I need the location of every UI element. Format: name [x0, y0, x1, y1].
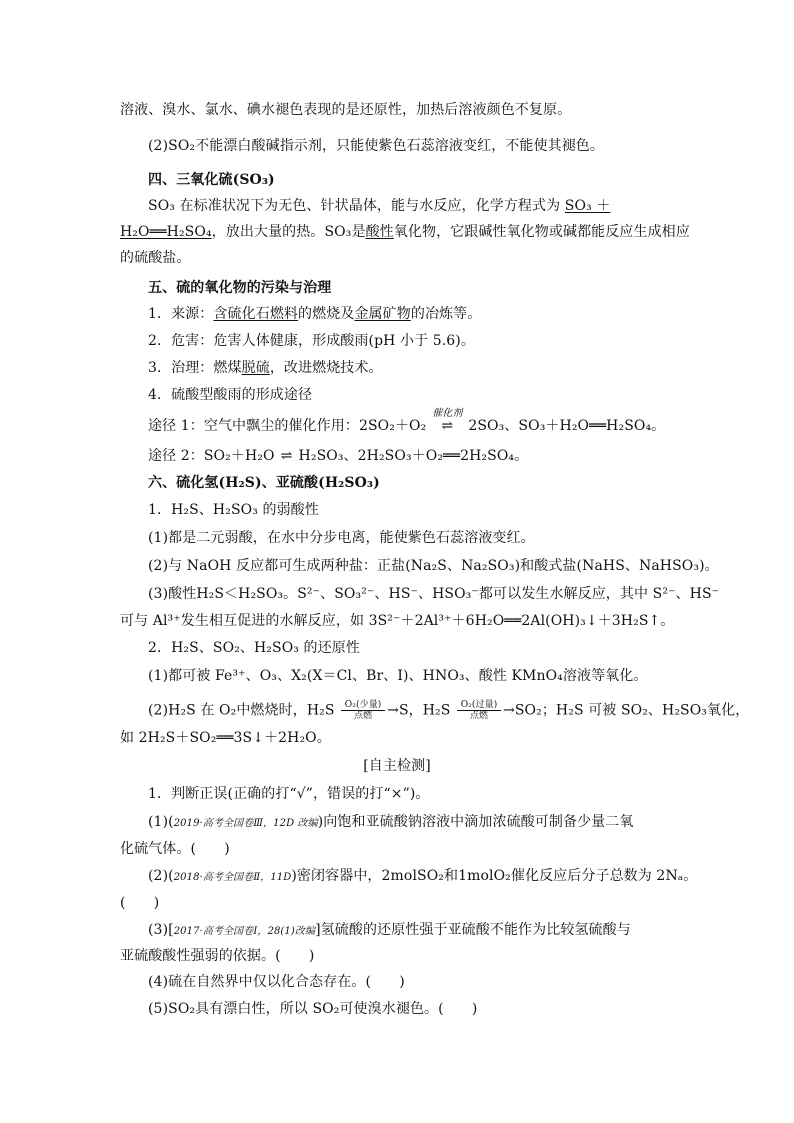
text-line-harm: 2．危害：危害人体健康，形成酸雨(pH 小于 5.6)。	[148, 333, 475, 349]
text-line-acid3b: 可与 Al³⁺发生相互促进的水解反应，如 3S²⁻＋2Al³⁺＋6H₂O══2Al(OH)₃↓＋3H₂S↑。	[120, 613, 675, 629]
text-line-2: (2)SO₂不能漂白酸碱指示剂，只能使紫色石蕊溶液变红，不能使其褪色。	[148, 138, 605, 154]
question-item-2b: ( )	[120, 895, 160, 911]
text-line-route2: 途径 2：SO₂＋H₂O ⇌ H₂SO₃、2H₂SO₃＋O₂══2H₂SO₄。	[148, 448, 529, 464]
question-item-4: (4)硫在自然界中仅以化合态存在。( )	[148, 974, 405, 990]
text-line-acid3: (3)酸性H₂S＜H₂SO₃。S²⁻、SO₃²⁻、HS⁻、HSO₃⁻都可以发生水解反应，其中 S²⁻、HS⁻	[148, 586, 720, 602]
source-note: 2018·高考全国卷Ⅱ，11D	[173, 872, 292, 883]
text-line-reducing: 2．H₂S、SO₂、H₂SO₃ 的还原性	[148, 640, 360, 656]
text-line-so3c: 的硫酸盐。	[120, 250, 191, 266]
condition-arrow: O₂(少量) 点燃	[339, 700, 387, 721]
answer-blank: 脱硫	[241, 360, 270, 376]
question-item-3b: 亚硫酸酸性强弱的依据。( )	[120, 948, 315, 964]
source-note: 2019·高考全国卷Ⅲ，12D 改编	[173, 818, 318, 829]
condition-arrow: O₂(过量) 点燃	[455, 700, 503, 721]
answer-blank: H₂O══H₂SO₄	[120, 224, 212, 240]
self-check-heading: [自主检测]	[363, 758, 431, 774]
text-line-route: 4．硫酸型酸雨的形成途径	[148, 387, 313, 403]
question-item-2: (2)(2018·高考全国卷Ⅱ，11D)密闭容器中，2molSO₂和1molO₂催化反应后分子总数为 2Nₐ。	[148, 868, 698, 884]
section-heading-5: 五、硫的氧化物的污染与治理	[148, 280, 332, 296]
answer-blank: SO₃ ＋	[564, 198, 611, 214]
section-heading-4: 四、三氧化硫(SO₃)	[148, 172, 275, 188]
answer-blank: 金属矿物	[354, 306, 411, 322]
question-item-1: (1)(2019·高考全国卷Ⅲ，12D 改编)向饱和亚硫酸钠溶液中滴加浓硫酸可制备少量二氧	[148, 814, 634, 830]
text-line-red1: (1)都可被 Fe³⁺、O₃、X₂(X＝Cl、Br、I)、HNO₃、酸性 KMnO₄溶液等氧化。	[148, 668, 648, 684]
text-line-acid2: (2)与 NaOH 反应都可生成两种盐：正盐(Na₂S、Na₂SO₃)和酸式盐(NaHS、NaHSO₃)。	[148, 558, 719, 574]
text-line-so3: SO₃ 在标准状况下为无色、针状晶体，能与水反应，化学方程式为 SO₃ ＋	[148, 198, 611, 214]
question-item-1b: 化硫气体。( )	[120, 841, 230, 857]
question-1-title: 1．判断正误(正确的打“√”，错误的打“×”)。	[148, 786, 430, 802]
equilibrium-arrow: ⇌	[280, 448, 293, 464]
text-line-route1: 途径 1：空气中飘尘的催化作用：2SO₂＋O₂ 催化剂 ⇌ 2SO₃、SO₃＋H₂O══H₂SO₄。	[148, 408, 666, 434]
text-line-so3b: H₂O══H₂SO₄，放出大量的热。SO₃是酸性氧化物，它跟碱性氧化物或碱都能反应生成相应	[120, 224, 690, 240]
text-line-weakacid: 1．H₂S、H₂SO₃ 的弱酸性	[148, 502, 319, 518]
text-line-acid1: (1)都是二元弱酸，在水中分步电离，能使紫色石蕊溶液变红。	[148, 530, 535, 546]
text-line-1: 溶液、溴水、氯水、碘水褪色表现的是还原性，加热后溶液颜色不复原。	[120, 102, 572, 118]
text-line-source: 1．来源：含硫化石燃料的燃烧及金属矿物的冶炼等。	[148, 306, 482, 322]
answer-blank: 含硫化石燃料	[213, 306, 299, 322]
text-line-red2: (2)H₂S 在 O₂中燃烧时，H₂S O₂(少量) 点燃 →S，H₂S O₂(过量) 点燃 →SO₂；H₂S 可被 SO₂、H₂SO₃氧化，	[148, 700, 750, 721]
text-line-red2b: 如 2H₂S＋SO₂══3S↓＋2H₂O。	[120, 730, 331, 746]
source-note: 2017·高考全国卷Ⅰ，28(1)改编	[173, 926, 316, 937]
answer-blank: 酸性	[365, 224, 394, 240]
catalyst-arrow: 催化剂 ⇌	[432, 408, 463, 434]
section-heading-6: 六、硫化氢(H₂S)、亚硫酸(H₂SO₃)	[148, 475, 380, 491]
question-item-5: (5)SO₂具有漂白性，所以 SO₂可使溴水褪色。( )	[148, 1001, 478, 1017]
text-line-treat: 3．治理：燃煤脱硫，改进燃烧技术。	[148, 360, 383, 376]
question-item-3: (3)[2017·高考全国卷Ⅰ，28(1)改编]氢硫酸的还原性强于亚硫酸不能作为比较氢硫酸与	[148, 922, 631, 938]
